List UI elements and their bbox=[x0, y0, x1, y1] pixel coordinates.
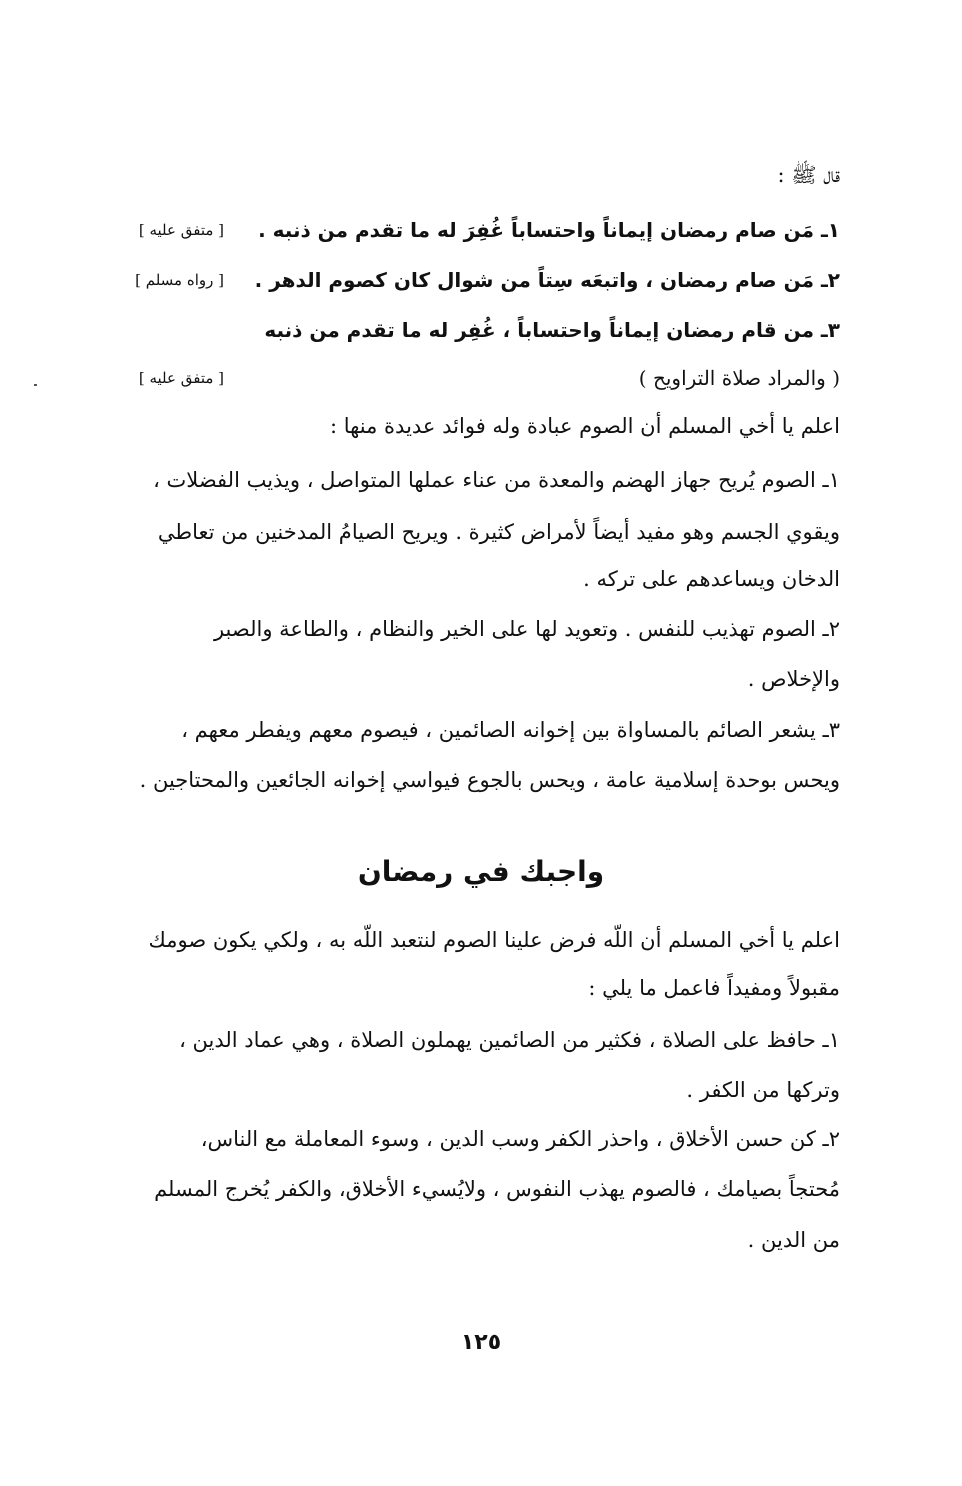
hadith-1-reference: [ متفق عليه ] bbox=[138, 221, 224, 239]
hadith-3: ٣ـ من قام رمضان إيماناً واحتساباً ، غُفِر له ما تقدم من ذنبه bbox=[264, 318, 840, 342]
hadith-3-reference: [ متفق عليه ] bbox=[138, 369, 224, 387]
hadith-intro: قال ﷺ : bbox=[777, 163, 840, 187]
hadith-2: ٢ـ مَن صام رمضان ، واتبعَه سِتاً من شوال كان كصوم الدهر . bbox=[254, 268, 840, 292]
benefit-2-line-1: ٢ـ الصوم تهذيب للنفس . وتعويد لها على الخير والنظام ، والطاعة والصبر bbox=[213, 617, 840, 641]
scan-speck bbox=[34, 384, 37, 386]
hadith-2-reference: [ رواه مسلم ] bbox=[135, 271, 224, 289]
benefit-1-line-3: الدخان ويساعدهم على تركه . bbox=[583, 567, 840, 591]
duty-2-line-2: مُحتجاً بصيامك ، فالصوم يهذب النفوس ، ولايُسيء الأخلاق، والكفر يُخرج المسلم bbox=[154, 1177, 840, 1201]
benefits-intro: اعلم يا أخي المسلم أن الصوم عبادة وله فوائد عديدة منها : bbox=[329, 414, 840, 438]
taraweeh-note: ( والمراد صلاة التراويح ) bbox=[638, 366, 840, 390]
benefit-3-line-1: ٣ـ يشعر الصائم بالمساواة بين إخوانه الصائمين ، فيصوم معهم ويفطر معهم ، bbox=[181, 718, 840, 742]
benefit-3-line-2: ويحس بوحدة إسلامية عامة ، ويحس بالجوع فيواسي إخوانه الجائعين والمحتاجين . bbox=[139, 768, 840, 792]
duty-intro-line-2: مقبولاً ومفيداً فاعمل ما يلي : bbox=[588, 976, 840, 1000]
duty-2-line-1: ٢ـ كن حسن الأخلاق ، واحذر الكفر وسب الدين ، وسوء المعاملة مع الناس، bbox=[200, 1127, 840, 1151]
hadith-1: ١ـ مَن صام رمضان إيماناً واحتساباً غُفِرَ له ما تقدم من ذنبه . bbox=[258, 218, 840, 242]
duty-1-line-1: ١ـ حافظ على الصلاة ، فكثير من الصائمين يهملون الصلاة ، وهي عماد الدين ، bbox=[179, 1028, 840, 1052]
duty-intro-line-1: اعلم يا أخي المسلم أن اللّه فرض علينا الصوم لنتعبد اللّه به ، ولكي يكون صومك bbox=[148, 928, 840, 952]
benefit-2-line-2: والإخلاص . bbox=[747, 667, 840, 691]
page-number: ١٢٥ bbox=[460, 1330, 502, 1355]
duty-2-line-3: من الدين . bbox=[747, 1228, 840, 1252]
benefit-1-line-1: ١ـ الصوم يُريح جهاز الهضم والمعدة من عناء عملها المتواصل ، ويذيب الفضلات ، bbox=[153, 468, 840, 492]
section-heading: واجبك في رمضان bbox=[357, 855, 605, 888]
benefit-1-line-2: ويقوي الجسم وهو مفيد أيضاً لأمراض كثيرة . ويريح الصيامُ المدخنين من تعاطي bbox=[157, 520, 840, 544]
duty-1-line-2: وتركها من الكفر . bbox=[686, 1078, 840, 1102]
